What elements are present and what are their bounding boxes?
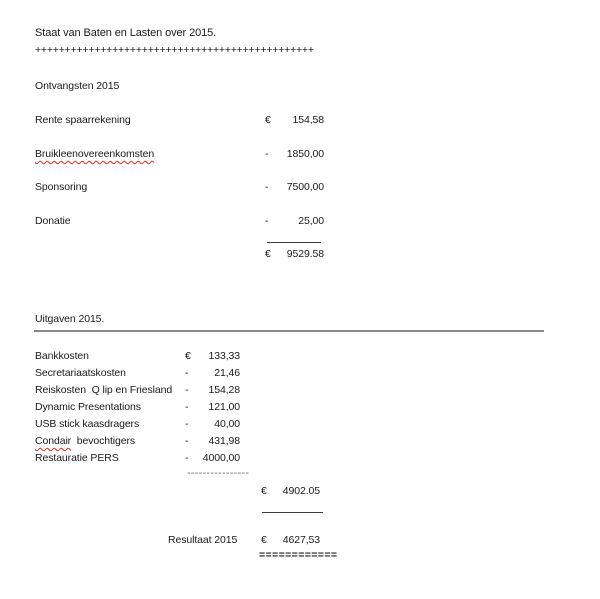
expense-row [35, 452, 240, 465]
row-label: Sponsoring [35, 181, 88, 193]
income-row [35, 181, 324, 194]
row-amount: 121,00 [208, 401, 240, 413]
dash-symbol: - [185, 384, 189, 396]
row-label: Restauratie PERS [35, 452, 119, 464]
double-underline: ============ [259, 549, 338, 561]
expenses-total [261, 485, 320, 498]
section-heading-income: Ontvangsten 2015 [35, 80, 120, 92]
row-label: Reiskosten Q lip en Friesland [35, 384, 173, 396]
dashed-divider: ---------------- [187, 467, 250, 479]
dash-symbol: - [185, 418, 189, 430]
dash-symbol: - [185, 401, 189, 413]
dash-symbol: - [185, 367, 189, 379]
currency-symbol: € [265, 114, 271, 126]
result-label: Resultaat 2015 [168, 534, 238, 546]
plus-divider: +++++++++++++++++++++++++++++++++++++++++++++++ [35, 44, 314, 56]
row-label: Bruikleenovereenkomsten [35, 148, 155, 160]
row-amount: 4000,00 [202, 452, 240, 464]
expense-row [35, 401, 240, 414]
expense-row [35, 367, 240, 380]
row-amount: 25,00 [298, 215, 324, 227]
expense-row [35, 435, 240, 448]
income-total-rule [267, 242, 321, 243]
row-amount: 21,46 [214, 367, 240, 379]
row-label: Rente spaarrekening [35, 114, 131, 126]
row-amount: 431,98 [208, 435, 240, 447]
currency-symbol: € [261, 485, 267, 497]
result-rule [262, 512, 323, 513]
row-label: Bankkosten [35, 350, 89, 362]
income-row [35, 114, 324, 127]
row-label [35, 435, 185, 448]
row-amount: 133,33 [208, 350, 240, 362]
misspelled-word: Condair [35, 435, 72, 447]
row-amount: 154,58 [292, 114, 324, 126]
row-label: Secretariaatskosten [35, 367, 126, 379]
total-amount: 4902.05 [282, 485, 320, 497]
result-amount: 4627,53 [282, 534, 320, 546]
result-total [261, 534, 320, 547]
row-label: Dynamic Presentations [35, 401, 141, 413]
dash-symbol: - [265, 148, 269, 160]
dash-symbol: - [185, 435, 189, 447]
expense-row [35, 384, 240, 397]
section-heading-expenses: Uitgaven 2015. [35, 313, 105, 325]
row-amount: 1850,00 [286, 148, 324, 160]
total-amount: 9529.58 [286, 248, 324, 260]
row-amount: 40,00 [214, 418, 240, 430]
section-rule [34, 330, 544, 332]
dash-symbol: - [185, 452, 189, 464]
row-label: USB stick kaasdragers [35, 418, 140, 430]
income-row [35, 148, 324, 161]
expense-row [35, 350, 240, 363]
income-total [265, 248, 324, 261]
row-amount: 154,28 [208, 384, 240, 396]
row-label-rest: bevochtigers [71, 435, 136, 447]
dash-symbol: - [265, 181, 269, 193]
expense-row [35, 418, 240, 431]
dash-symbol: - [265, 215, 269, 227]
row-amount: 7500,00 [286, 181, 324, 193]
currency-symbol: € [261, 534, 267, 546]
row-label: Donatie [35, 215, 71, 227]
currency-symbol: € [265, 248, 271, 260]
document-title: Staat van Baten en Lasten over 2015. [35, 27, 217, 39]
currency-symbol: € [185, 350, 191, 362]
income-row [35, 215, 324, 228]
